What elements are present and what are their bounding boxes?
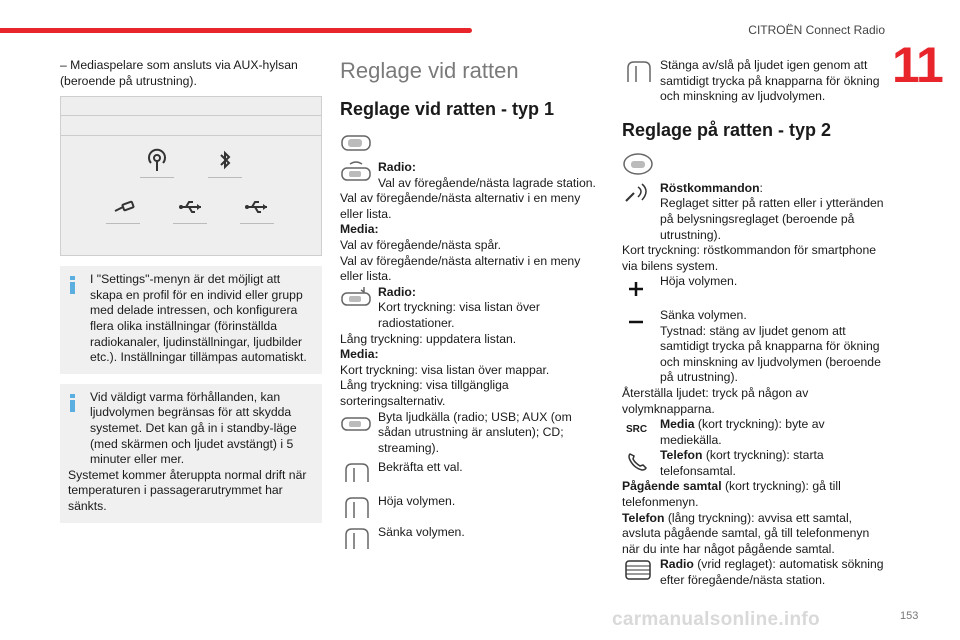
- control-entry-source: Byta ljudkälla (radio; USB; AUX (om sådan utrustning är ansluten); CD; streaming).: [340, 410, 602, 457]
- watermark: carmanualsonline.info: [612, 609, 820, 630]
- steering-volume-up-icon: [340, 494, 374, 520]
- control-entry-radio-rotate: Radio (vrid reglaget): automatisk sökning efter föregående/nästa station.: [622, 557, 884, 588]
- chapter-number: 11: [892, 37, 943, 93]
- usb-icon-2: [243, 193, 271, 221]
- header-title: CITROËN Connect Radio: [748, 23, 885, 37]
- control-entry-src: SRC Media (kort tryckning): byte av mediekälla.: [622, 417, 884, 448]
- info-note-temperature: [60, 384, 322, 523]
- control-entry-radio-select: Radio: Val av föregående/nästa lagrade station. Val av föregående/nästa alternativ i en meny eller lista. Media: Val av föregående/nästa spår. Val av föregående/nästa alternativ i en meny eller lista.: [340, 160, 602, 285]
- steering-wheel-icon: [622, 151, 656, 177]
- info-icon: [70, 394, 75, 412]
- media-sources-illustration: [60, 96, 322, 256]
- control-entry-volume-down: Sänka volymen.: [340, 525, 602, 541]
- minus-icon: [622, 308, 656, 334]
- control-entry-voice: Röstkommandon: Reglaget sitter på ratten eller i ytteränden på belysningsreglaget (beroende på utrustning). Kort tryckning: röstkommandon för smartphone via bilens system.: [622, 180, 884, 273]
- intro-text: – Mediaspelare som ansluts via AUX-hylsan (beroende på utrustning).: [60, 58, 298, 88]
- steering-volume-down-icon: [340, 525, 374, 551]
- info-note-settings: [60, 266, 322, 374]
- column-middle: [340, 58, 602, 541]
- control-entry-confirm: Bekräfta ett val.: [340, 460, 602, 490]
- bluetooth-icon: [211, 147, 239, 175]
- control-entry-volume-plus: Höja volymen.: [622, 274, 884, 308]
- steering-mute-icon: [622, 58, 656, 84]
- header-red-bar: [0, 28, 472, 33]
- page-number: 153: [900, 610, 919, 622]
- steering-press-icon: [340, 285, 374, 311]
- control-entry-mute: Stänga av/slå på ljudet igen genom att samtidigt trycka på knapparna för ökning och minskning av ljudvolymen.: [622, 58, 884, 105]
- usb-icon-1: [177, 193, 205, 221]
- control-entry-radio-list: Radio: Kort tryckning: visa listan över radiostationer. Lång tryckning: uppdatera listan. Media: Kort tryckning: visa listan över mappar. Lång tryckning: visa tillgängliga sorteringsalternativ.: [340, 284, 550, 408]
- entry-label: Radio:: [378, 160, 416, 174]
- column-right: [622, 58, 884, 589]
- src-icon: SRC: [626, 424, 648, 436]
- subsection-title-type2: Reglage på ratten - typ 2: [622, 119, 832, 140]
- podcast-icon: [143, 147, 171, 175]
- phone-icon: [622, 448, 656, 474]
- column-left: [60, 58, 322, 523]
- control-entry-telephone: Telefon (kort tryckning): starta telefonsamtal. Pågående samtal (kort tryckning): gå till telefonmenyn. Telefon (lång tryckning): avvisa ett samtal, avsluta pågående samtal, gå till telefonmenyn när du inte har något pågående samtal.: [622, 448, 870, 556]
- thumbwheel-icon: [622, 557, 656, 583]
- voice-command-icon: [622, 181, 656, 207]
- steering-source-icon: [340, 410, 374, 436]
- note-settings-text: I "Settings"-menyn är det möjligt att skapa en profil för en individ eller grupp med delade intressen, och konfigurera flera olika inställningar (förinställda radiokanaler, ljudinställningar, ljudbilder etc.). Inställningar tillämpas automatiskt.: [90, 272, 307, 365]
- info-icon: [70, 276, 75, 294]
- aux-cable-icon: [111, 193, 139, 221]
- control-entry-volume-minus: Sänka volymen. Tystnad: stäng av ljudet genom att samtidigt trycka på knapparna för ökning och minskning av ljudvolymen (beroende på utrustning). Återställa ljudet: tryck på någon av volymknapparna.: [622, 307, 881, 416]
- control-entry-volume-up: Höja volymen.: [340, 494, 602, 524]
- subsection-title-type1: Reglage vid ratten - typ 1: [340, 99, 555, 119]
- note-temperature-text-b: Systemet kommer återuppta normal drift när temperaturen i passagerarutrymmet har sänkts.: [68, 467, 307, 513]
- steering-confirm-icon: [340, 460, 374, 486]
- section-title: Reglage vid ratten: [340, 58, 519, 83]
- steering-thumbwheel-icon: [340, 160, 374, 186]
- steering-control-icon: [340, 132, 374, 154]
- plus-icon: [622, 274, 656, 300]
- note-temperature-text-a: Vid väldigt varma förhållanden, kan ljudvolymen begränsas för att skydda systemet. Det kan gå in i standby-läge (med skärmen och ljudet avstängt) i 5 minuter eller mer.: [90, 389, 297, 467]
